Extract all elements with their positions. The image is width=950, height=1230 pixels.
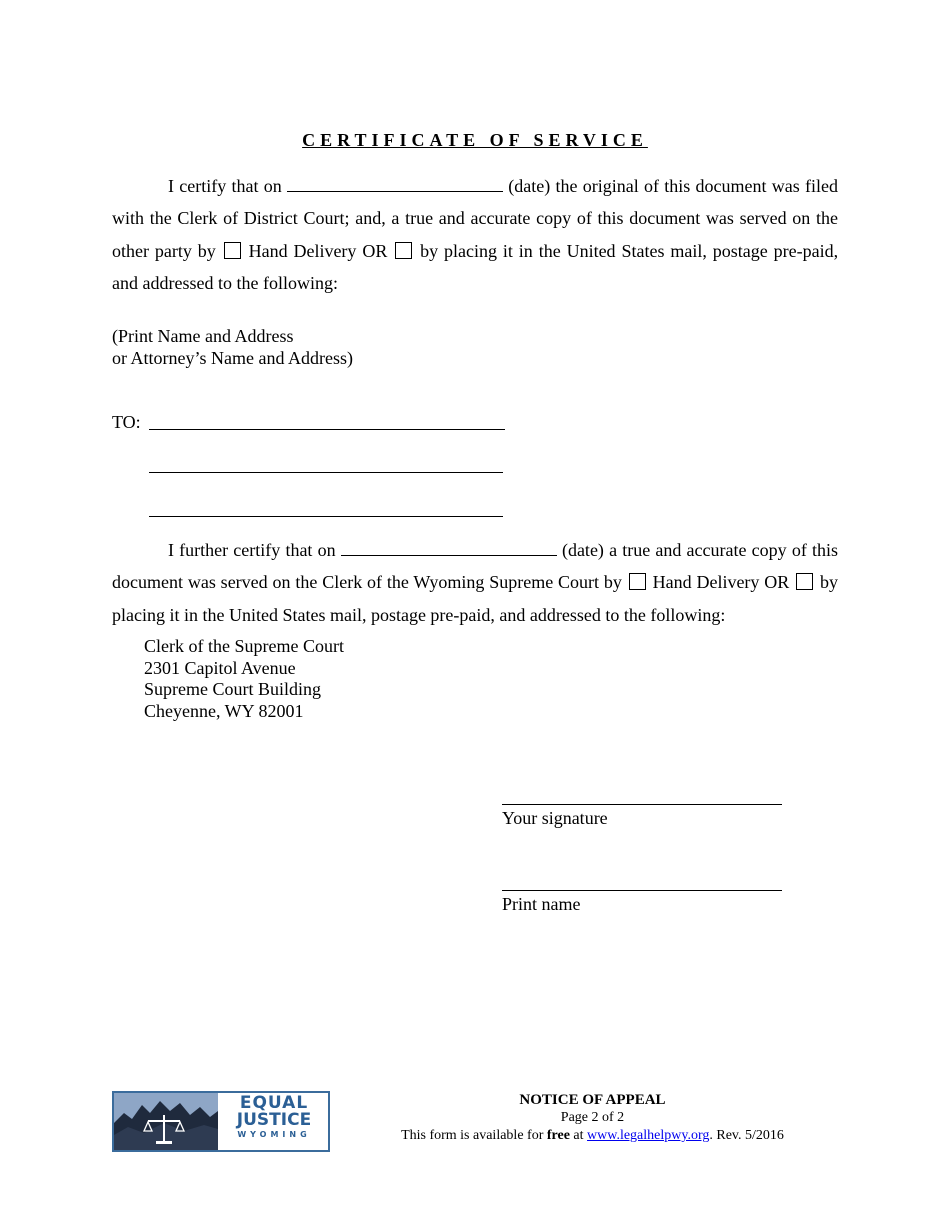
certify-text-start: I certify that on xyxy=(168,176,282,196)
footer-free: free xyxy=(546,1128,570,1143)
clerk-address-line: Cheyenne, WY 82001 xyxy=(144,700,304,721)
legalhelp-link[interactable]: www.legalhelpwy.org xyxy=(587,1128,710,1143)
footer-page-number: Page 2 of 2 xyxy=(560,1110,625,1125)
clerk-address-line: Supreme Court Building xyxy=(144,679,321,699)
further-certify-text-start: I further certify that on xyxy=(168,540,336,560)
logo-line-equal: EQUAL xyxy=(239,1093,309,1113)
equal-justice-logo xyxy=(112,1091,330,1152)
print-name-instructions xyxy=(112,326,353,369)
print-name-line[interactable] xyxy=(502,890,782,891)
mail-label-2: by placing it in the United States mail, postage pre-paid, and addressed to the following: xyxy=(112,572,839,625)
hand-delivery-checkbox-2[interactable] xyxy=(629,573,646,590)
footer-form-title: NOTICE OF APPEAL xyxy=(519,1092,666,1108)
signature-label: Your signature xyxy=(502,808,608,828)
mail-checkbox-2[interactable] xyxy=(796,573,813,590)
hand-delivery-label-2: Hand Delivery OR xyxy=(652,572,790,593)
logo-line-justice: JUSTICE xyxy=(236,1110,312,1130)
page-title: CERTIFICATE OF SERVICE xyxy=(302,130,648,150)
footer-at: at xyxy=(573,1128,584,1143)
date-blank-1[interactable] xyxy=(287,175,503,192)
clerk-address-line: 2301 Capitol Avenue xyxy=(144,657,296,678)
hand-delivery-label-1: Hand Delivery OR xyxy=(248,240,388,261)
to-address-line-3[interactable] xyxy=(149,516,503,517)
to-label: TO: xyxy=(112,412,141,432)
footer-availability xyxy=(330,1127,855,1145)
certify-paragraph xyxy=(112,170,838,299)
mountain-scales-icon xyxy=(114,1093,218,1150)
logo-line-wyoming: WYOMING xyxy=(237,1130,311,1139)
certify-text-body: (date) the original of this document was filed with the Clerk of District Court; and, a true and accurate copy of this document was served on the other party by xyxy=(112,176,839,261)
print-name-label: Print name xyxy=(502,894,581,914)
to-address-line-2[interactable] xyxy=(149,472,503,473)
footer-revision: . Rev. 5/2016 xyxy=(709,1128,784,1143)
mail-label-1: by placing it in the United States mail, postage pre-paid, and addressed to the following: xyxy=(112,240,839,293)
clerk-address-line: Clerk of the Supreme Court xyxy=(144,636,344,656)
signature-line[interactable] xyxy=(502,804,782,805)
print-name-line1: (Print Name and Address xyxy=(112,326,294,346)
print-name-line2: or Attorney’s Name and Address) xyxy=(112,347,353,368)
further-certify-text-body: (date) a true and accurate copy of this document was served on the Clerk of the Wyoming Supreme Court by xyxy=(112,540,838,593)
footer-avail-text: This form is available for xyxy=(401,1128,544,1143)
date-blank-2[interactable] xyxy=(341,539,557,556)
mail-checkbox-1[interactable] xyxy=(395,242,412,259)
hand-delivery-checkbox-1[interactable] xyxy=(224,242,241,259)
to-address-line-1[interactable] xyxy=(149,429,505,430)
further-certify-paragraph xyxy=(112,534,838,631)
clerk-address xyxy=(144,636,344,722)
logo-text xyxy=(222,1095,326,1141)
page-footer xyxy=(330,1091,855,1145)
